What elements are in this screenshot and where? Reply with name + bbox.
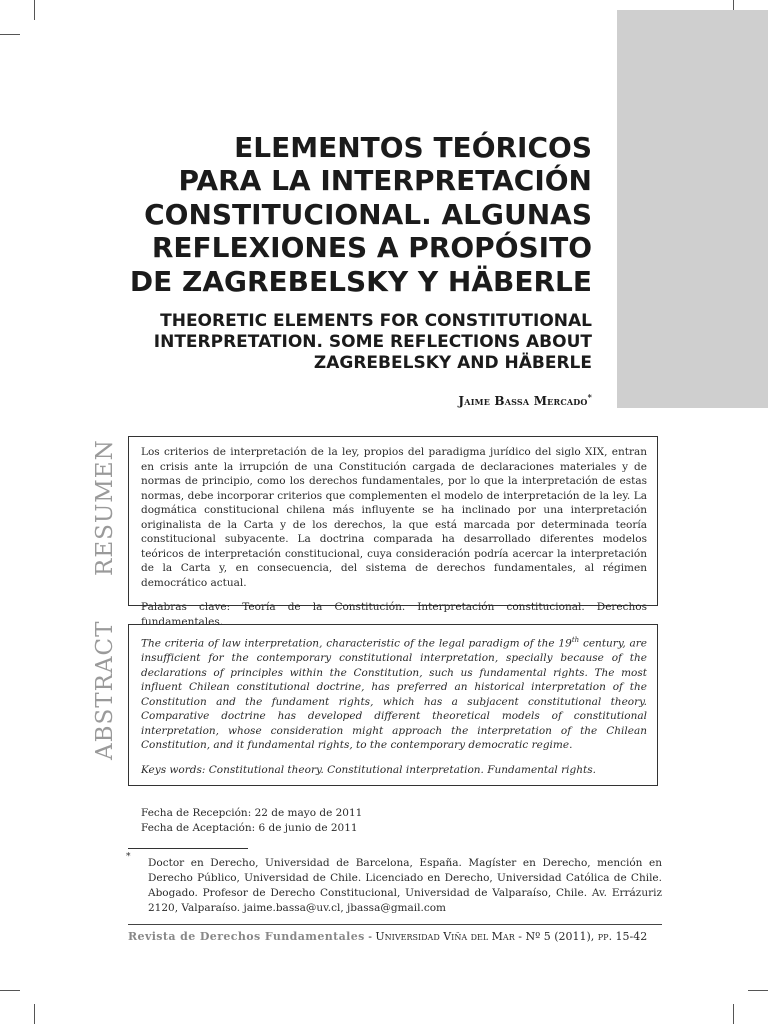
- abstract-superscript: th: [571, 636, 580, 644]
- crop-mark-bottom-left-h: [0, 990, 20, 991]
- crop-mark-top-left-h: [0, 34, 20, 35]
- resumen-side-label: RESUMEN: [92, 439, 118, 576]
- footnote-rule: [128, 848, 248, 849]
- resumen-keywords: Palabras clave: Teoría de la Constitución. Interpretación constitucional. Derechos fundamentales.: [141, 601, 647, 628]
- author-name: Jaime Bassa Mercado: [458, 394, 588, 408]
- abstract-box: [128, 624, 658, 786]
- journal-name: Revista de Derechos Fundamentales: [128, 930, 365, 943]
- abstract-keywords: Keys words: Constitutional theory. Constitutional interpretation. Fundamental rights.: [141, 763, 596, 776]
- journal-issue-info: - Universidad Viña del Mar - Nº 5 (2011), pp. 15-42: [364, 930, 648, 943]
- subtitle-line: INTERPRETATION. SOME REFLECTIONS ABOUT: [153, 332, 592, 352]
- crop-mark-bottom-right-v: [733, 1004, 734, 1024]
- title-line: CONSTITUCIONAL. ALGUNAS: [144, 197, 592, 231]
- author-footnote: Doctor en Derecho, Universidad de Barcelona, España. Magíster en Derecho, mención en Derecho Público, Universidad de Chile. Licenciado en Derecho, Universidad Católica de Chile. Abogado. Profesor de Derecho Constitucional, Universidad de Valparaíso, Chile. Av. Errázuriz 2120, Valparaíso. jaime.bassa@uv.cl, jbassa@gmail.com: [148, 857, 662, 914]
- abstract-side-label: ABSTRACT: [92, 620, 118, 760]
- accepted-date: Fecha de Aceptación: 6 de junio de 2011: [141, 822, 358, 834]
- article-subtitle-english: [72, 311, 592, 374]
- crop-mark-bottom-right-h: [748, 990, 768, 991]
- gray-margin-tab: [617, 10, 768, 408]
- title-line: REFLEXIONES A PROPÓSITO: [151, 231, 592, 265]
- article-dates: [141, 806, 362, 836]
- resumen-box: [128, 436, 658, 628]
- crop-mark-bottom-left-v: [34, 1004, 35, 1024]
- received-date: Fecha de Recepción: 22 de mayo de 2011: [141, 807, 363, 819]
- abstract-text-start: The criteria of law interpretation, characteristic of the legal paradigm of the 19: [141, 637, 572, 650]
- crop-mark-top-left-v: [34, 0, 35, 20]
- author-byline: [458, 392, 592, 408]
- footer-rule: [128, 924, 662, 925]
- title-line: ELEMENTOS TEÓRICOS: [234, 131, 592, 164]
- footnote-mark: *: [126, 852, 131, 862]
- abstract-text-rest: century, are insufficient for the contemporary constitutional interpretation, specially because of the declarations of principles within the Constitution, such us fundamental rights. The most influent Chilean constitutional doctrine, has preferred an historical interpretation of the Constitution and the fundament rights, which has a subjacent constitutional theory. Comparative doctrine has developed different theoretical models of constitutional interpretation, whose consideration might approach the interpretation of the Chilean Constitution, and it fundamental rights, to the contemporary democratic regime.: [141, 637, 648, 751]
- resumen-text: Los criterios de interpretación de la ley, propios del paradigma jurídico del siglo XIX, entran en crisis ante la irrupción de una Constitución cargada de declaraciones materiales y de normas de principio, como los derechos fundamentales, por lo que la interpretación de estas normas, debe incorporar criterios que complementen el modelo de interpretación de la ley. La dogmática constitucional chilena más influyente se ha inclinado por una interpretación originalista de la Carta y de los derechos, la que está marcada por determinada teoría constitucional subyacente. La doctrina comparada ha desarrollado diferentes modelos teóricos de interpretación constitucional, cuya consideración podría acercar la interpretación de la Carta y, en consecuencia, del sistema de derechos fundamentales, al régimen democrático actual.: [141, 446, 647, 589]
- article-title: [72, 131, 592, 298]
- subtitle-line: ZAGREBELSKY AND HÄBERLE: [313, 353, 592, 373]
- author-footnote-mark: *: [587, 392, 592, 402]
- title-line: PARA LA INTERPRETACIÓN: [178, 164, 592, 198]
- journal-footer: [128, 930, 662, 943]
- title-line: DE ZAGREBELSKY Y HÄBERLE: [129, 264, 592, 298]
- abstract-text: [141, 633, 647, 753]
- subtitle-line: THEORETIC ELEMENTS FOR CONSTITUTIONAL: [160, 311, 592, 331]
